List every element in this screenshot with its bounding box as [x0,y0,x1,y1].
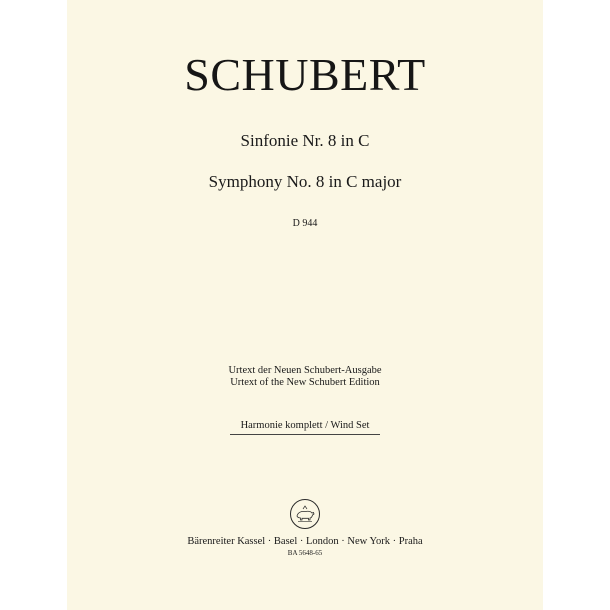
baerenreiter-bear-logo-icon [289,498,321,530]
publisher-line: Bärenreiter Kassel · Basel · London · New York · Praha [187,536,423,547]
order-number: BA 5648-65 [287,549,323,557]
score-cover [67,0,543,610]
title-english: Symphony No. 8 in C major [208,172,402,191]
urtext-english: Urtext of the New Schubert Edition [230,377,380,388]
urtext-german: Urtext der Neuen Schubert-Ausgabe [228,365,382,376]
title-german: Sinfonie Nr. 8 in C [240,131,370,150]
edition-label: Harmonie komplett / Wind Set [240,420,370,431]
composer-name: SCHUBERT [184,49,426,100]
edition-underline [230,434,380,435]
catalog-number: D 944 [292,218,318,229]
